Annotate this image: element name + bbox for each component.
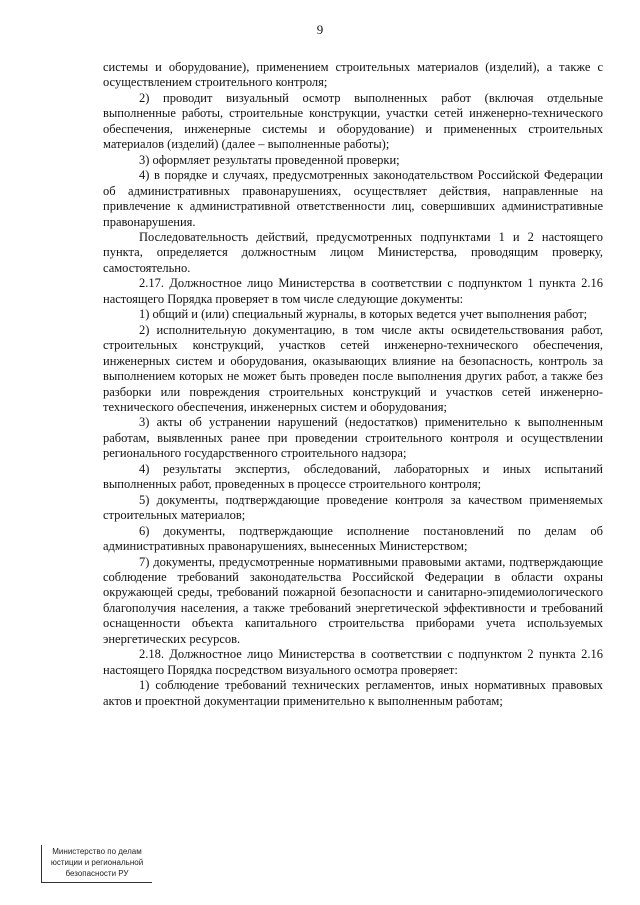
- stamp-line: безопасности РУ: [65, 869, 129, 878]
- stamp-line: Министерство по делам: [52, 847, 142, 856]
- paragraph: 3) оформляет результаты проведенной проверки;: [139, 152, 400, 167]
- paragraph: 5) документы, подтверждающие проведение контроля за качеством применяемых строительных материалов;: [103, 492, 603, 523]
- paragraph: 3) акты об устранении нарушений (недостатков) применительно к выполненным работам, выявленных ранее при проведении строительного контроля и осуществлении регионального государственного строительного надзора;: [103, 415, 603, 461]
- paragraph: 2) проводит визуальный осмотр выполненных работ (включая отдельные выполненные работы, строительные конструкции, участки сетей инженерно-технического обеспечения, инженерные системы и оборудование) и примененных строительных материалов (изделий) (далее – выполненные работы);: [103, 90, 603, 152]
- ministry-stamp: [41, 845, 152, 883]
- paragraph: 7) документы, предусмотренные нормативными правовыми актами, подтверждающие соблюдение требований законодательства Российской Федерации в области охраны окружающей среды, требований пожарной безопасности и санитарно-эпидемиологического благополучия населения, а также требований энергетической эффективности и требований оснащенности объекта капитального строительства приборами учета используемых энергетических ресурсов.: [103, 554, 603, 646]
- paragraph: 1) соблюдение требований технических регламентов, иных нормативных правовых актов и проектной документации применительно к выполненным работам;: [103, 678, 603, 708]
- page-number: 9: [316, 22, 324, 37]
- stamp-line: юстиции и региональной: [50, 858, 144, 867]
- paragraph: 6) документы, подтверждающие исполнение постановлений по делам об административных правонарушениях, вынесенных Министерством;: [103, 523, 603, 554]
- paragraph: 4) результаты экспертиз, обследований, лабораторных и иных испытаний выполненных работ, проведенных в процессе строительного контроля;: [103, 461, 603, 492]
- paragraph: 2.18. Должностное лицо Министерства в соответствии с подпунктом 2 пункта 2.16 настоящего Порядка посредством визуального осмотра проверяет:: [103, 647, 603, 677]
- paragraph: Последовательность действий, предусмотренных подпунктами 1 и 2 настоящего пункта, определяется должностным лицом Министерства, проводящим проверку, самостоятельно.: [103, 229, 603, 275]
- paragraph: 4) в порядке и случаях, предусмотренных законодательством Российской Федерации об административных правонарушениях, осуществляет действия, направленные на привлечение к административной ответственности лиц, совершивших административные правонарушения.: [103, 168, 603, 229]
- paragraph: 1) общий и (или) специальный журналы, в которых ведется учет выполнения работ;: [139, 307, 588, 322]
- paragraph: 2) исполнительную документацию, в том числе акты освидетельствования работ, строительных конструкций, участков сетей инженерно-технического обеспечения, инженерных систем и оборудования, оказывающих влияние на безопасность, контроль за выполнением которых не может быть проведен после выполнения других работ, а также без разборки или повреждения строительных конструкций и участков сетей инженерно-технического обеспечения, инженерных систем и оборудования;: [103, 322, 603, 414]
- paragraph: системы и оборудование), применением строительных материалов (изделий), а также с осуществлением строительного контроля;: [103, 60, 603, 90]
- document-body: [103, 60, 603, 709]
- paragraph: 2.17. Должностное лицо Министерства в соответствии с подпунктом 1 пункта 2.16 настоящего Порядка проверяет в том числе следующие документы:: [103, 276, 603, 306]
